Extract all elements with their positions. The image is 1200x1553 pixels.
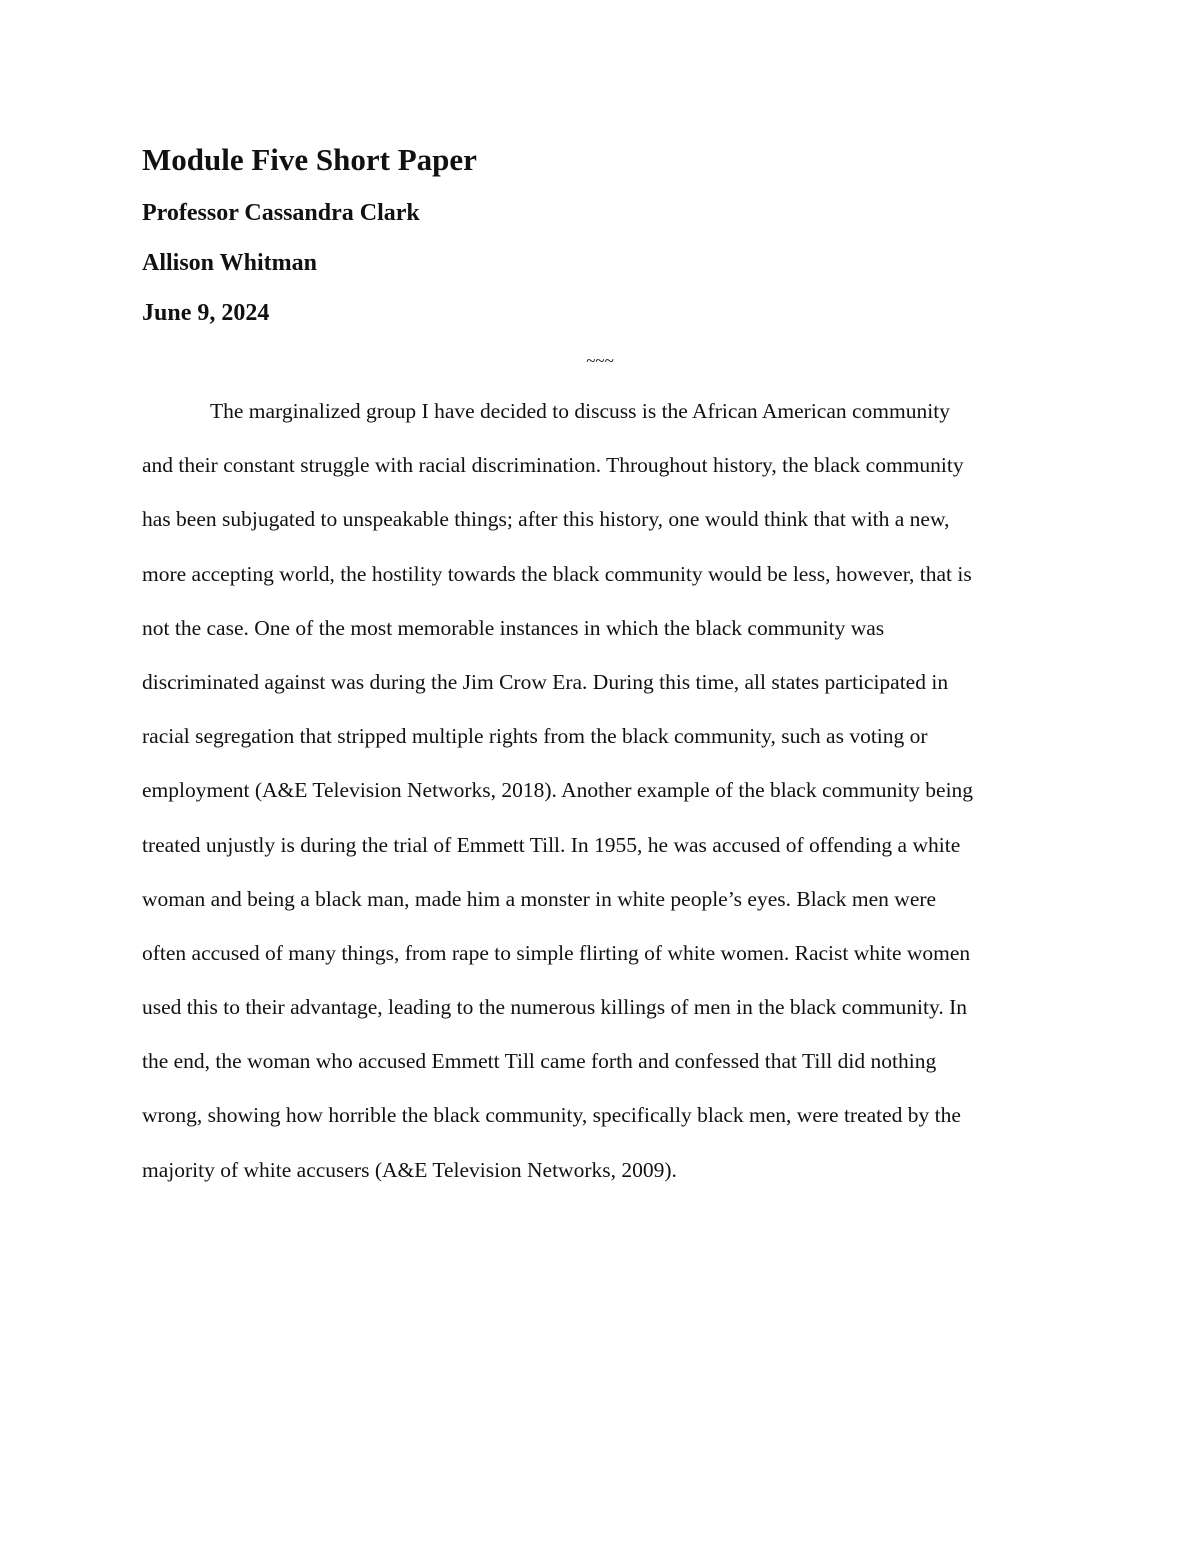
section-separator: ~~~ (586, 351, 614, 370)
professor-name: Professor Cassandra Clark (142, 200, 420, 226)
paragraph-line: employment (A&E Television Networks, 2018). Another example of the black community being (142, 778, 974, 803)
paragraph-line: woman and being a black man, made him a monster in white people’s eyes. Black men were (142, 886, 937, 911)
paragraph-line: more accepting world, the hostility towards the black community would be less, however, that is (142, 561, 972, 586)
paragraph-line: treated unjustly is during the trial of Emmett Till. In 1955, he was accused of offending a white (142, 832, 961, 857)
paragraph-line: discriminated against was during the Jim Crow Era. During this time, all states participated in (142, 669, 949, 694)
paragraph-line: majority of white accusers (A&E Television Networks, 2009). (142, 1157, 677, 1182)
author-name: Allison Whitman (142, 250, 317, 276)
paragraph-line: wrong, showing how horrible the black community, specifically black men, were treated by the (142, 1103, 961, 1128)
paragraph-line: used this to their advantage, leading to the numerous killings of men in the black community. In (142, 995, 967, 1020)
paragraph-line: racial segregation that stripped multiple rights from the black community, such as voting or (142, 724, 928, 749)
body-paragraph (142, 397, 1072, 1210)
paragraph-line: often accused of many things, from rape to simple flirting of white women. Racist white women (142, 940, 971, 965)
paper-date: June 9, 2024 (142, 300, 270, 326)
paragraph-line: not the case. One of the most memorable instances in which the black community was (142, 615, 885, 640)
paragraph-line: has been subjugated to unspeakable things; after this history, one would think that with a new, (142, 507, 950, 532)
paper-title: Module Five Short Paper (142, 142, 477, 177)
paragraph-line: and their constant struggle with racial discrimination. Throughout history, the black community (142, 453, 964, 478)
paragraph-line: The marginalized group I have decided to discuss is the African American community (210, 399, 950, 423)
paragraph-line: the end, the woman who accused Emmett Till came forth and confessed that Till did nothing (142, 1049, 937, 1074)
